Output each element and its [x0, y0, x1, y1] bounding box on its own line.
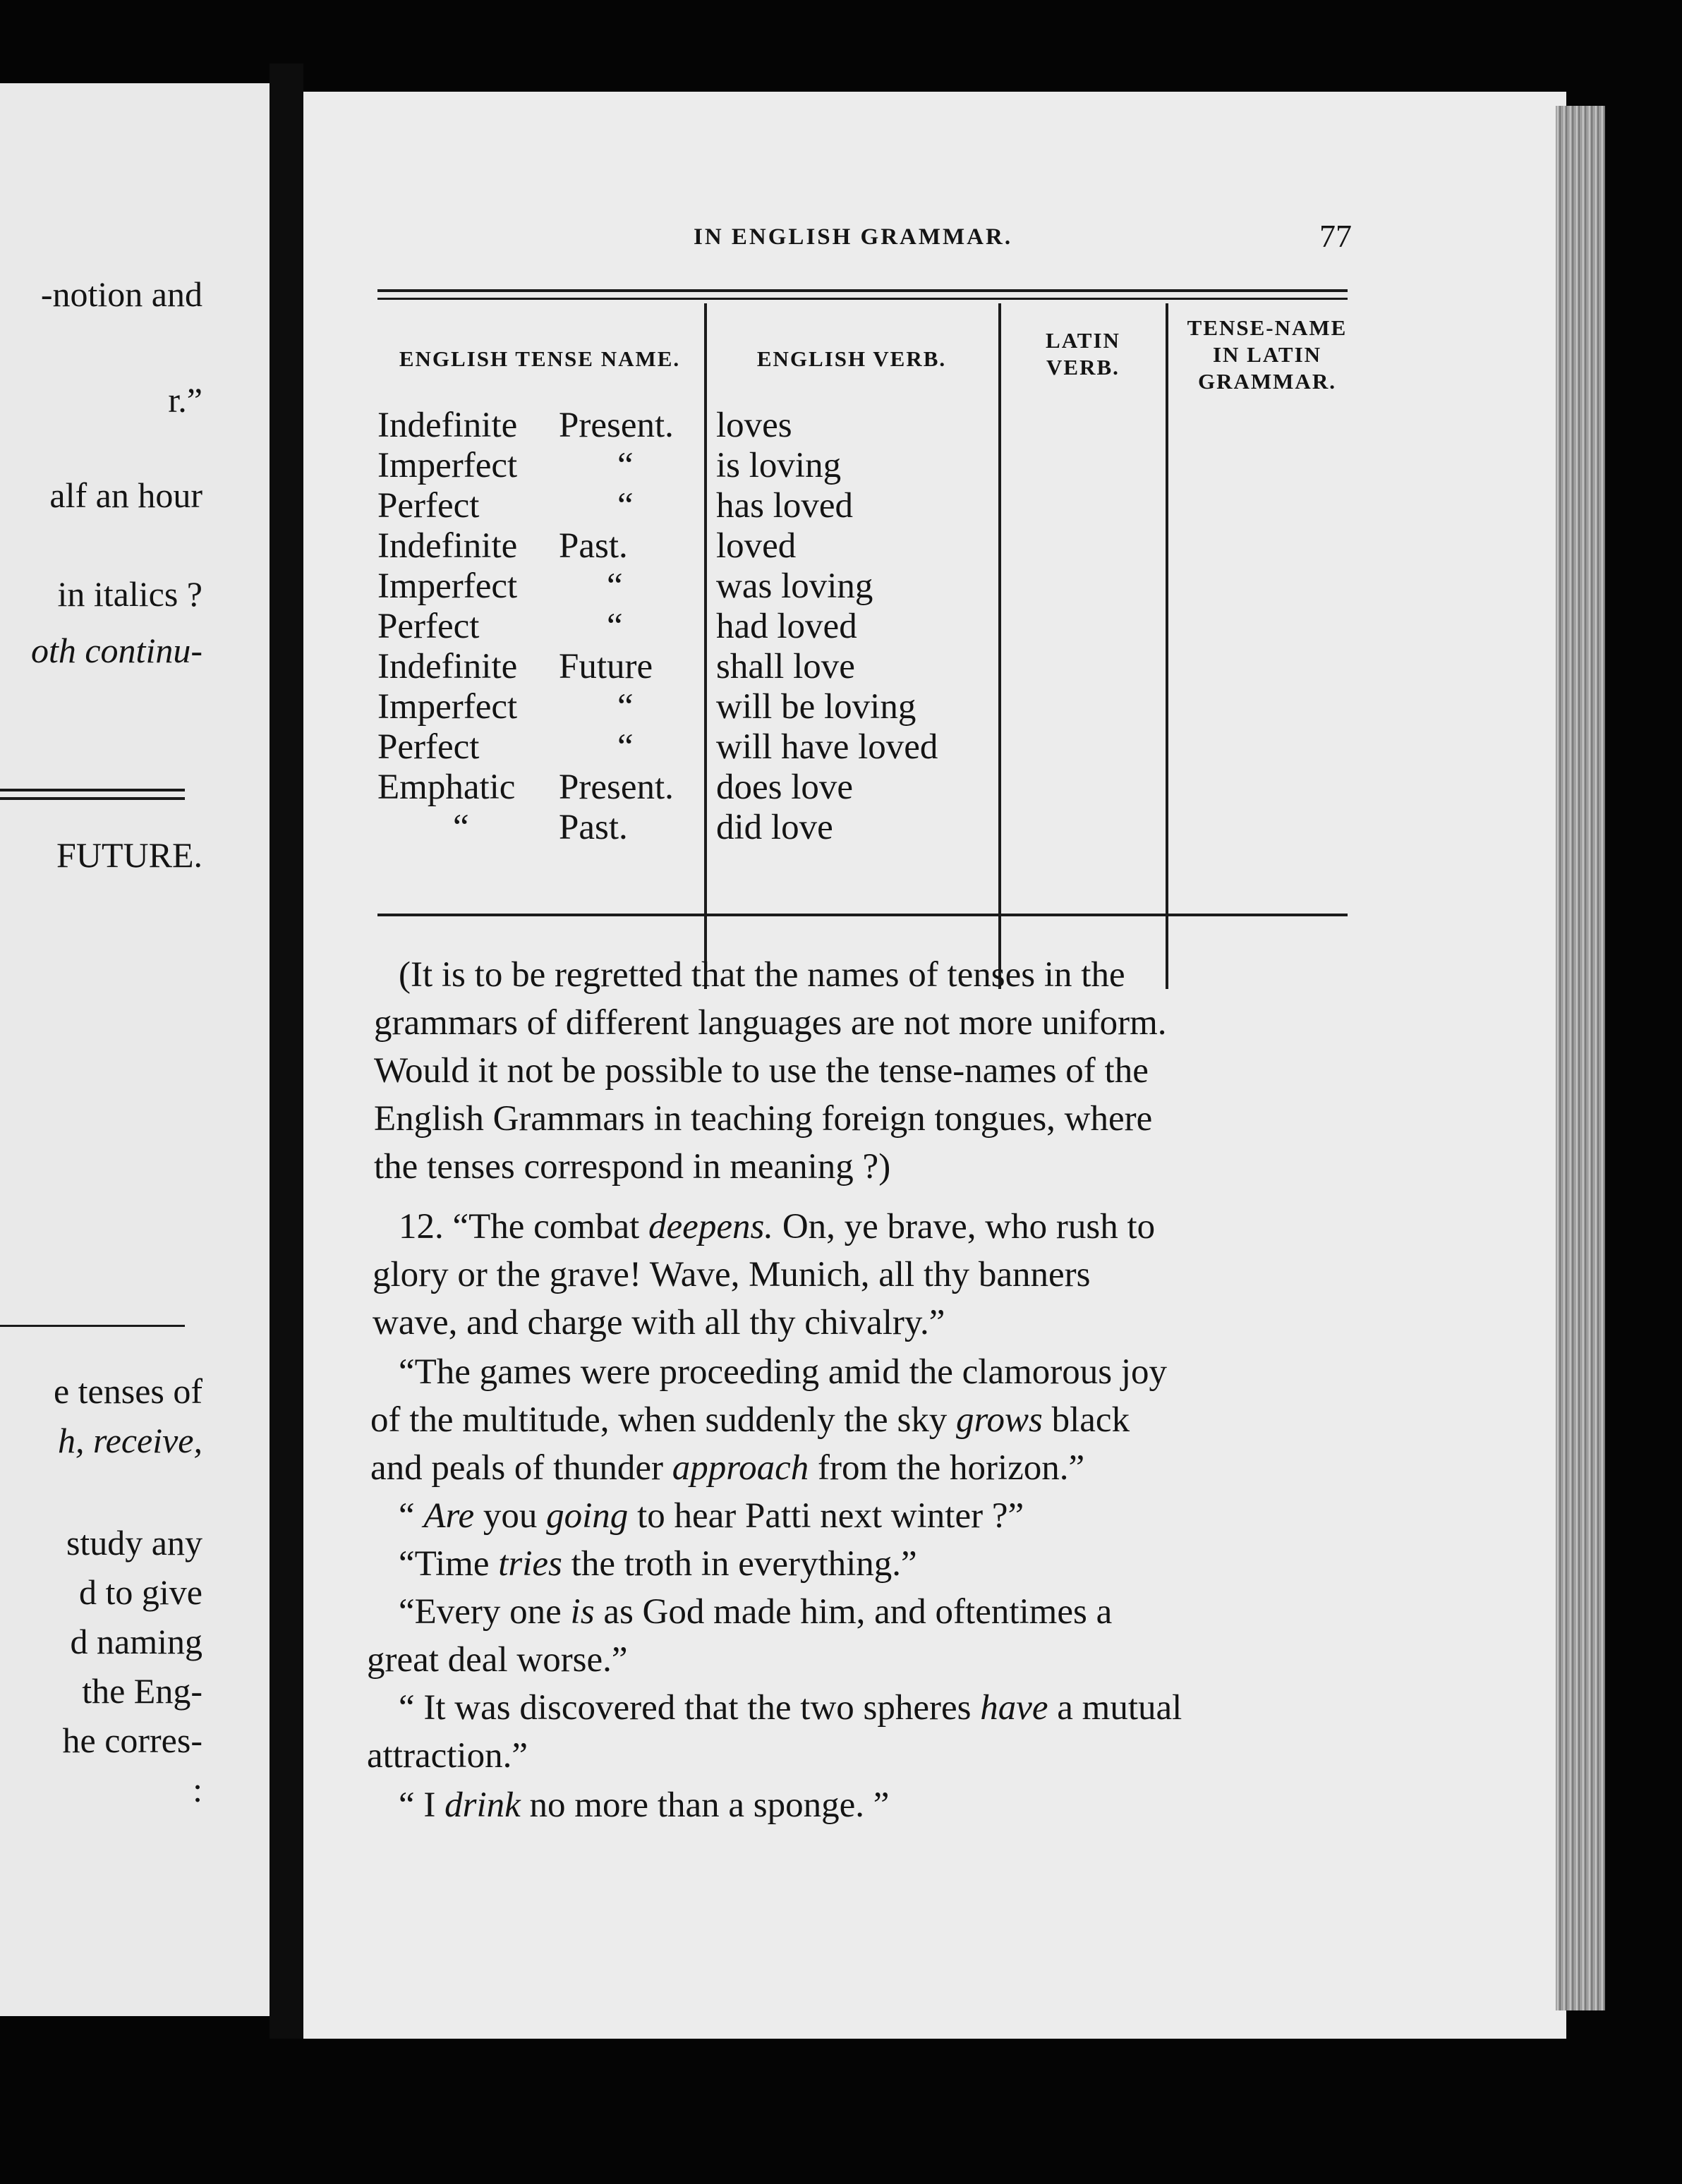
time-cell: Present. [559, 406, 674, 445]
left-page-line: h, receive, [58, 1421, 202, 1460]
column-divider [998, 303, 1001, 989]
time-cell: “ [617, 727, 634, 767]
left-page-line: d naming [70, 1622, 202, 1661]
exercise-number: 12. [399, 1207, 444, 1246]
running-title: IN ENGLISH GRAMMAR. [694, 224, 1013, 250]
page-number: 77 [1319, 218, 1352, 254]
left-page-line: oth continu- [30, 631, 202, 670]
quote-line: great deal worse.” [367, 1640, 628, 1680]
time-cell: Future [559, 647, 653, 686]
time-cell: “ [607, 607, 623, 646]
time-cell: Present. [559, 768, 674, 807]
time-cell: “ [607, 566, 623, 606]
verb-cell: shall love [716, 647, 855, 686]
note-line: grammars of different languages are not more uniform. [374, 1003, 1167, 1043]
left-page-line: in italics ? [57, 574, 202, 614]
quote-line: of the multitude, when suddenly the sky grows black [370, 1400, 1130, 1440]
verb-cell: has loved [716, 486, 854, 526]
tense-cell: Imperfect [377, 687, 518, 727]
quote-line: wave, and charge with all thy chivalry.” [373, 1303, 945, 1342]
tense-cell: Imperfect [377, 566, 518, 606]
left-page-heading: FUTURE. [56, 835, 202, 875]
left-page-line: the Eng- [82, 1671, 202, 1711]
header-english-tense-name: ENGLISH TENSE NAME. [399, 346, 681, 371]
tense-cell: Perfect [377, 607, 480, 646]
page-edges [1556, 106, 1605, 2010]
table-top-rule [377, 298, 1348, 300]
note-line: the tenses correspond in meaning ?) [374, 1147, 891, 1187]
column-divider [704, 303, 707, 989]
tense-cell: Perfect [377, 727, 480, 767]
verb-cell: will have loved [716, 727, 938, 767]
header-tense-name-latin: TENSE-NAME IN LATIN GRAMMAR. [1187, 315, 1348, 394]
previous-page-fragment [0, 83, 270, 2016]
left-page-rule [0, 1325, 185, 1327]
exercise-12-line: 12. “The combat deepens. On, ye brave, who rush to [399, 1207, 1156, 1246]
left-page-line: d to give [79, 1572, 202, 1612]
left-page-line: he corres- [62, 1721, 202, 1760]
verb-cell: loved [716, 526, 797, 566]
tense-cell: Imperfect [377, 446, 518, 485]
left-page-rule [0, 797, 185, 800]
verb-cell: will be loving [716, 687, 916, 727]
verb-cell: loves [716, 406, 792, 445]
tense-cell: Indefinite [377, 526, 518, 566]
verb-cell: had loved [716, 607, 857, 646]
quote-line: “ I drink no more than a sponge. ” [399, 1785, 890, 1825]
quote-line: “The games were proceeding amid the clamorous joy [399, 1352, 1168, 1392]
left-page-line: study any [66, 1523, 202, 1563]
book-gutter [270, 63, 303, 2039]
left-page-line: : [193, 1770, 202, 1809]
quote-line: “Time tries the troth in everything.” [399, 1544, 917, 1584]
quote-line: “ Are you going to hear Patti next winter ?” [399, 1496, 1024, 1536]
verb-cell: does love [716, 768, 854, 807]
tense-cell: “ [453, 808, 469, 847]
quote-line: glory or the grave! Wave, Munich, all thy banners [373, 1255, 1091, 1294]
column-divider [1166, 303, 1168, 989]
time-cell: Past. [559, 526, 628, 566]
tense-cell: Perfect [377, 486, 480, 526]
left-page-line: alf an hour [49, 475, 202, 515]
header-latin-verb: LATIN VERB. [1046, 328, 1120, 380]
tense-cell: Indefinite [377, 406, 518, 445]
tense-cell: Indefinite [377, 647, 518, 686]
verb-cell: did love [716, 808, 833, 847]
note-line: (It is to be regretted that the names of tenses in the [399, 955, 1125, 995]
quote-line: attraction.” [367, 1736, 528, 1776]
quote-line: “ It was discovered that the two spheres have a mutual [399, 1688, 1182, 1728]
quote-line: and peals of thunder approach from the horizon.” [370, 1448, 1085, 1488]
verb-cell: was loving [716, 566, 873, 606]
header-english-verb: ENGLISH VERB. [756, 346, 947, 371]
table-top-rule [377, 289, 1348, 292]
verb-cell: is loving [716, 446, 842, 485]
time-cell: “ [617, 687, 634, 727]
time-cell: Past. [559, 808, 628, 847]
book-page [303, 92, 1566, 2039]
time-cell: “ [617, 486, 634, 526]
note-line: English Grammars in teaching foreign tongues, where [374, 1099, 1153, 1139]
left-page-rule [0, 789, 185, 791]
tense-cell: Emphatic [377, 768, 516, 807]
table-bottom-rule [377, 914, 1348, 916]
quote-line: “Every one is as God made him, and oftentimes a [399, 1592, 1113, 1632]
left-page-line: e tenses of [53, 1371, 202, 1411]
note-line: Would it not be possible to use the tense-names of the [374, 1051, 1149, 1091]
time-cell: “ [617, 446, 634, 485]
left-page-line: -notion and [40, 274, 202, 314]
left-page-line: r.” [168, 380, 202, 420]
